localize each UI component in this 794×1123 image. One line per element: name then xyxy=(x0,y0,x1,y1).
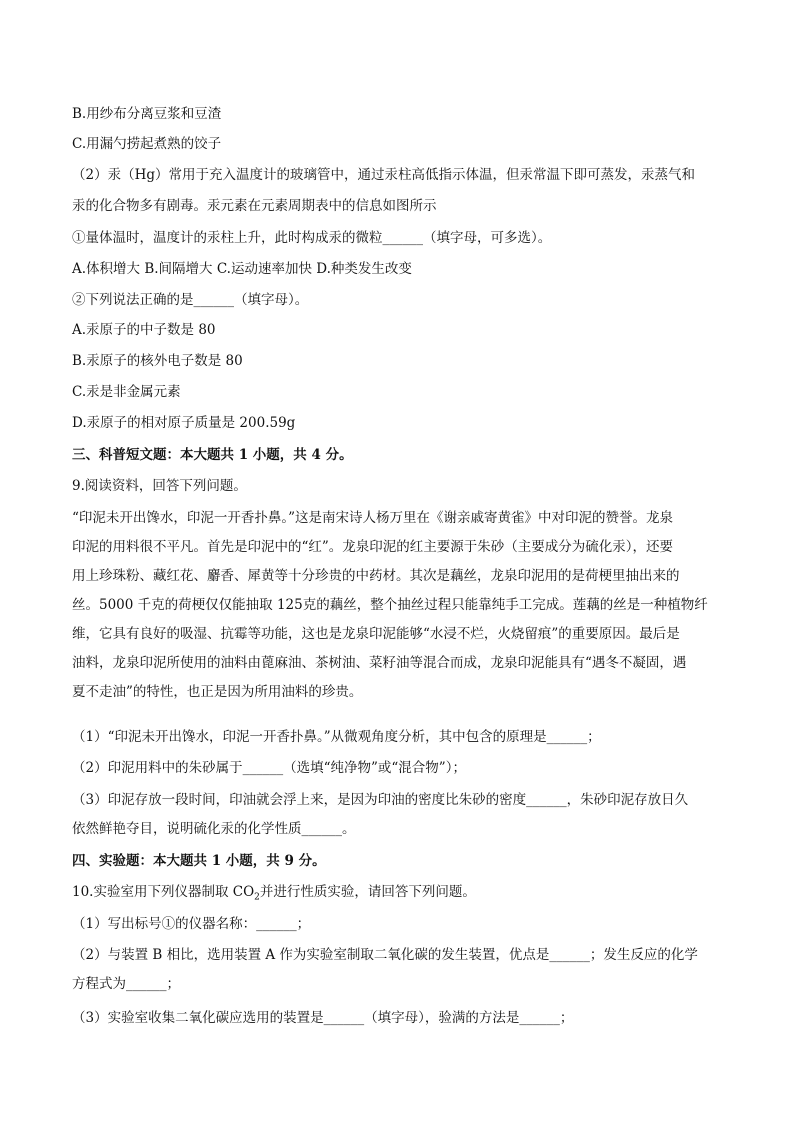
question-10-title xyxy=(72,882,476,902)
option-a-neutrons: A.汞原子的中子数是 80 xyxy=(72,322,216,338)
question-9-3-line-2: 依然鲜艳夺目，说明硫化汞的化学性质______。 xyxy=(72,821,356,837)
option-c-text: C.用漏勺捞起煮熟的饺子 xyxy=(72,136,222,152)
subquestion-2: ②下列说法正确的是______（填字母）。 xyxy=(72,292,309,308)
question-2-line-2: 汞的化合物多有剧毒。汞元素在元素周期表中的信息如图所示 xyxy=(72,198,437,214)
option-b-electrons: B.汞原子的核外电子数是 80 xyxy=(72,353,243,369)
question-9-2: （2）印泥用料中的朱砂属于______（选填“纯净物”或“混合物”）； xyxy=(72,760,466,776)
question-10-2-line-2: 方程式为______； xyxy=(72,976,180,992)
question-9-1: （1）“印泥未开出馋水，印泥一开香扑鼻。”从微观角度分析，其中包含的原理是______； xyxy=(72,729,601,745)
question-10-2-line-1: （2）与装置 B 相比，选用装置 A 作为实验室制取二氧化碳的发生装置，优点是______；发生反应的化学 xyxy=(72,947,698,963)
section-4-heading: 四、实验题：本大题共 1 小题，共 9 分。 xyxy=(72,853,326,869)
passage-line-3: 用上珍珠粉、藏红花、麝香、犀黄等十分珍贵的中药材。其次是藕丝，龙泉印泥用的是荷梗里抽出来的 xyxy=(72,568,680,584)
subquestion-1: ①量体温时，温度计的汞柱上升，此时构成汞的微粒______（填字母，可多选）。 xyxy=(72,230,552,246)
passage-line-7: 夏不走油”的特性，也正是因为所用油料的珍贵。 xyxy=(72,684,363,700)
question-9-title: 9.阅读资料，回答下列问题。 xyxy=(72,478,247,494)
subquestion-1-options: A.体积增大 B.间隔增大 C.运动速率加快 D.种类发生改变 xyxy=(72,261,412,277)
question-10-title-pre: 10.实验室用下列仪器制取 CO xyxy=(72,884,255,900)
option-c-nonmetal: C.汞是非金属元素 xyxy=(72,384,181,400)
question-10-1: （1）写出标号①的仪器名称：______； xyxy=(72,916,311,932)
passage-line-6: 油料，龙泉印泥所使用的油料由蓖麻油、茶树油、菜籽油等混合而成，龙泉印泥能具有“遇冬不凝固，遇 xyxy=(72,655,687,671)
passage-line-5: 维，它具有良好的吸湿、抗霉等功能，这也是龙泉印泥能够“水浸不烂，火烧留痕”的重要原因。最后是 xyxy=(72,626,680,642)
passage-line-2: 印泥的用料很不平凡。首先是印泥中的“红”。龙泉印泥的红主要源于朱砂（主要成分为硫化汞），还要 xyxy=(72,539,674,555)
question-10-3: （3）实验室收集二氧化碳应选用的装置是______（填字母），验满的方法是______； xyxy=(72,1010,574,1026)
question-10-title-post: 并进行性质实验，请回答下列问题。 xyxy=(259,884,476,900)
question-2-line-1: （2）汞（Hg）常用于充入温度计的玻璃管中，通过汞柱高低指示体温，但汞常温下即可蒸发，汞蒸气和 xyxy=(72,167,696,183)
question-9-3-line-1: （3）印泥存放一段时间，印油就会浮上来，是因为印油的密度比朱砂的密度______，朱砂印泥存放日久 xyxy=(72,792,689,808)
option-d-mass: D.汞原子的相对原子质量是 200.59g xyxy=(72,415,296,431)
section-3-heading: 三、科普短文题：本大题共 1 小题，共 4 分。 xyxy=(72,447,353,463)
passage-line-4: 丝。5000 千克的荷梗仅仅能抽取 125克的藕丝，整个抽丝过程只能靠纯手工完成。莲藕的丝是一种植物纤 xyxy=(72,597,708,613)
passage-line-1: “印泥未开出馋水，印泥一开香扑鼻。”这是南宋诗人杨万里在《谢亲戚寄黄雀》中对印泥的赞誉。龙泉 xyxy=(72,510,674,526)
co2-subscript: 2 xyxy=(254,892,260,903)
option-b-text: B.用纱布分离豆浆和豆渣 xyxy=(72,106,222,122)
